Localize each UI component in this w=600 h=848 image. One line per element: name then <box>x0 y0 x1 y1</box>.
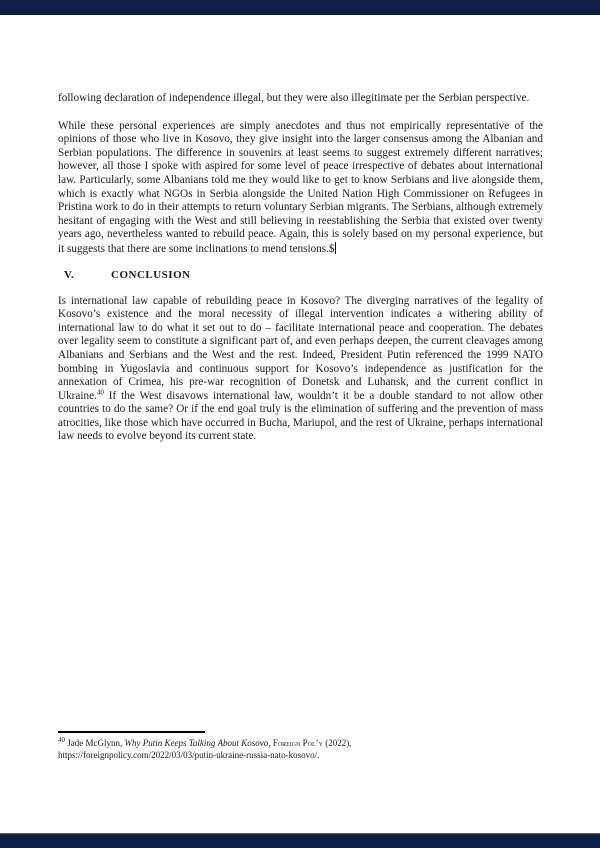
footnote-title: Why Putin Keeps Talking About Kosovo, <box>124 738 271 748</box>
page-body <box>58 92 543 444</box>
paragraph-text: Is international law capable of rebuilding peace in Kosovo? The diverging narratives of the legality of Kosovo’s existence and the moral necessity of illegal intervention indicates a withering ability of international law to do what it set out to do – facilitate international peace and cooperation. The debates over legality seem to constitute a significant part of, and even perhaps deepen, the current cleavages among Albanians and Serbians and the West and the rest. Indeed, President Putin referenced the 1999 NATO bombing in Yugoslavia and continuous support for Kosovo’s independence as justification for the annexation of Crimea, his pre-war recognition of Donetsk and Luhansk, and the current conflict in Ukraine. <box>58 294 543 402</box>
top-banner <box>0 0 600 15</box>
paragraph-conclusion <box>58 295 543 445</box>
section-heading <box>58 269 543 281</box>
section-title: CONCLUSION <box>111 268 191 281</box>
footnote-year: (2022), <box>323 738 352 748</box>
footnote <box>58 737 458 761</box>
paragraph-text: While these personal experiences are simply anecdotes and thus not empirically representative of the opinions of those who live in Kosovo, they give insight into the larger consensus among the Albanian and Serbian populations. The difference in souvenirs at least seems to suggest extremely different narratives; however, all those I spoke with aspired for some level of peace irrespective of debates about international law. Particularly, some Albanians told me they would like to get to know Serbians and live alongside them, which is exactly what NGOs in Serbia alongside the United Nation High Commissioner on Refugees in Pristina work to do in their attempts to return voluntary Serbian migrants. The Serbians, although extremely hesitant of engaging with the West and still believing in reestablishing the Serbia that existed over twenty years ago, nevertheless wanted to rebuild peace. Again, this is solely based on my personal experience, but it suggests that there are some inclinations to mend tensions.$ <box>58 119 543 255</box>
paragraph-continuation: following declaration of independence illegal, but they were also illegitimate per the Serbian perspective. <box>58 92 530 104</box>
footnote-journal: Foreign Pol’y <box>270 738 324 748</box>
footnote-separator <box>58 731 205 733</box>
footnote-reference[interactable]: 40 <box>96 387 104 396</box>
footnote-author: Jade McGlynn, <box>65 738 125 748</box>
paragraph-text: If the West disavows international law, wouldn’t it be a double standard to not allow other countries to do the same? Or if the end goal truly is the elimination of suffering and the prevention of mass atrocities, like those which have occurred in Bucha, Mariupol, and the rest of Ukraine, perhaps international law needs to evolve beyond its current state. <box>58 389 543 443</box>
section-number: V. <box>64 268 75 281</box>
paragraph-personal-experiences <box>58 120 543 257</box>
footnote-number: 40 <box>58 736 65 744</box>
bottom-banner <box>0 833 600 848</box>
footnote-url[interactable]: https://foreignpolicy.com/2022/03/03/putin-ukraine-russia-nato-kosovo/. <box>58 750 320 760</box>
text-cursor <box>335 242 337 254</box>
